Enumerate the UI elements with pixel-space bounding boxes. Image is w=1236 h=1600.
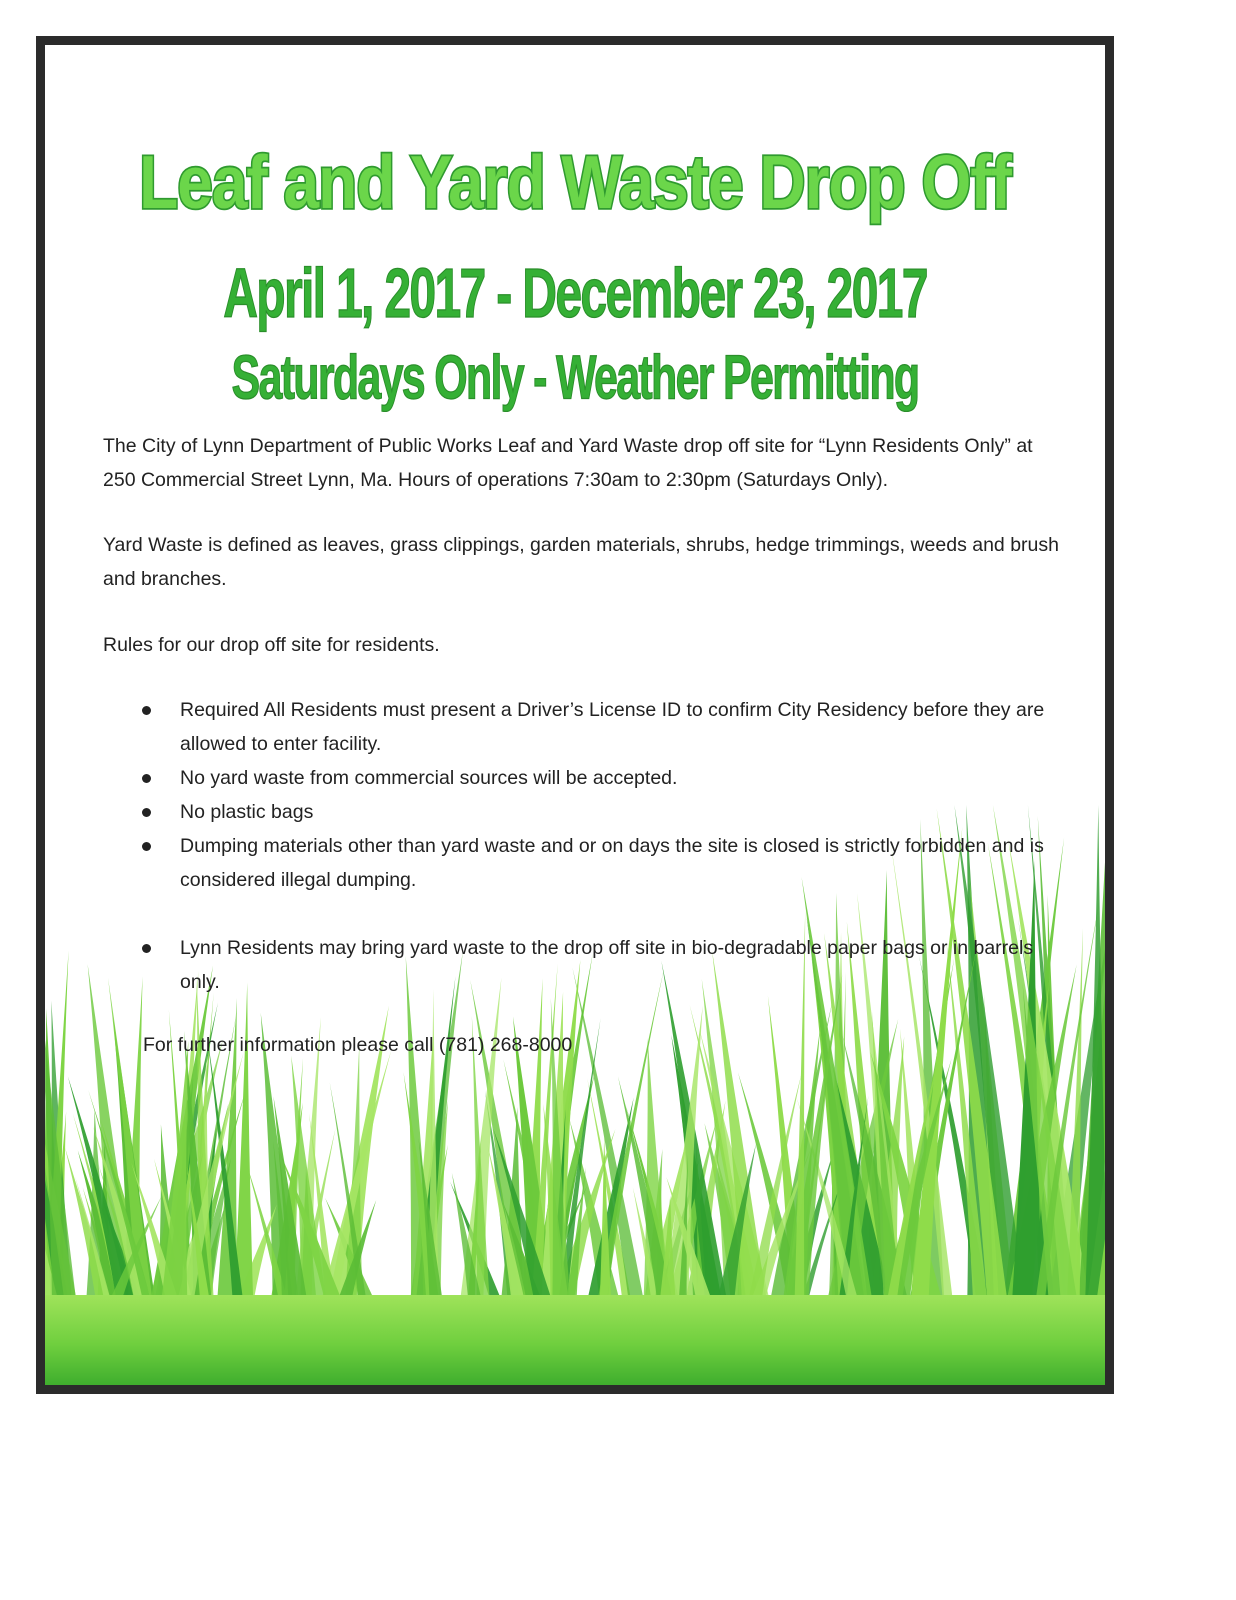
date-range: April 1, 2017 - December 23, 2017 xyxy=(223,253,927,332)
bullet-dot-icon xyxy=(142,774,151,783)
bullet-dot-icon xyxy=(142,944,151,953)
rule-item xyxy=(140,693,1070,761)
schedule-note: Saturdays Only - Weather Permitting xyxy=(231,342,919,412)
flyer-page xyxy=(36,36,1114,1394)
rules-list xyxy=(140,693,1070,999)
bullet-dot-icon xyxy=(142,808,151,817)
bullet-dot-icon xyxy=(142,706,151,715)
rules-heading: Rules for our drop off site for residents. xyxy=(103,634,440,656)
rule-item xyxy=(140,761,1070,795)
rule-item xyxy=(140,795,1070,829)
definition-paragraph: Yard Waste is defined as leaves, grass clippings, garden materials, shrubs, hedge trimmings, weeds and brush and branches. xyxy=(103,534,1059,590)
intro-paragraph: The City of Lynn Department of Public Works Leaf and Yard Waste drop off site for “Lynn Residents Only” at 250 Commercial Street Lynn, Ma. Hours of operations 7:30am to 2:30pm (Saturdays Only). xyxy=(103,435,1033,491)
rule-item xyxy=(140,931,1070,999)
rule-text: No plastic bags xyxy=(180,801,314,823)
rule-text: Lynn Residents may bring yard waste to the drop off site in bio-degradable paper bags or in barrels only. xyxy=(180,937,1034,993)
rule-text: Required All Residents must present a Driver’s License ID to confirm City Residency before they are allowed to enter facility. xyxy=(180,699,1045,755)
bullet-dot-icon xyxy=(142,842,151,851)
flyer-title: Leaf and Yard Waste Drop Off xyxy=(139,139,1011,225)
rule-item xyxy=(140,829,1070,897)
contact-line: For further information please call (781) 268-8000 xyxy=(143,1034,573,1056)
rule-text: Dumping materials other than yard waste and or on days the site is closed is strictly forbidden and is considered illegal dumping. xyxy=(180,835,1044,891)
rule-text: No yard waste from commercial sources will be accepted. xyxy=(180,767,678,789)
